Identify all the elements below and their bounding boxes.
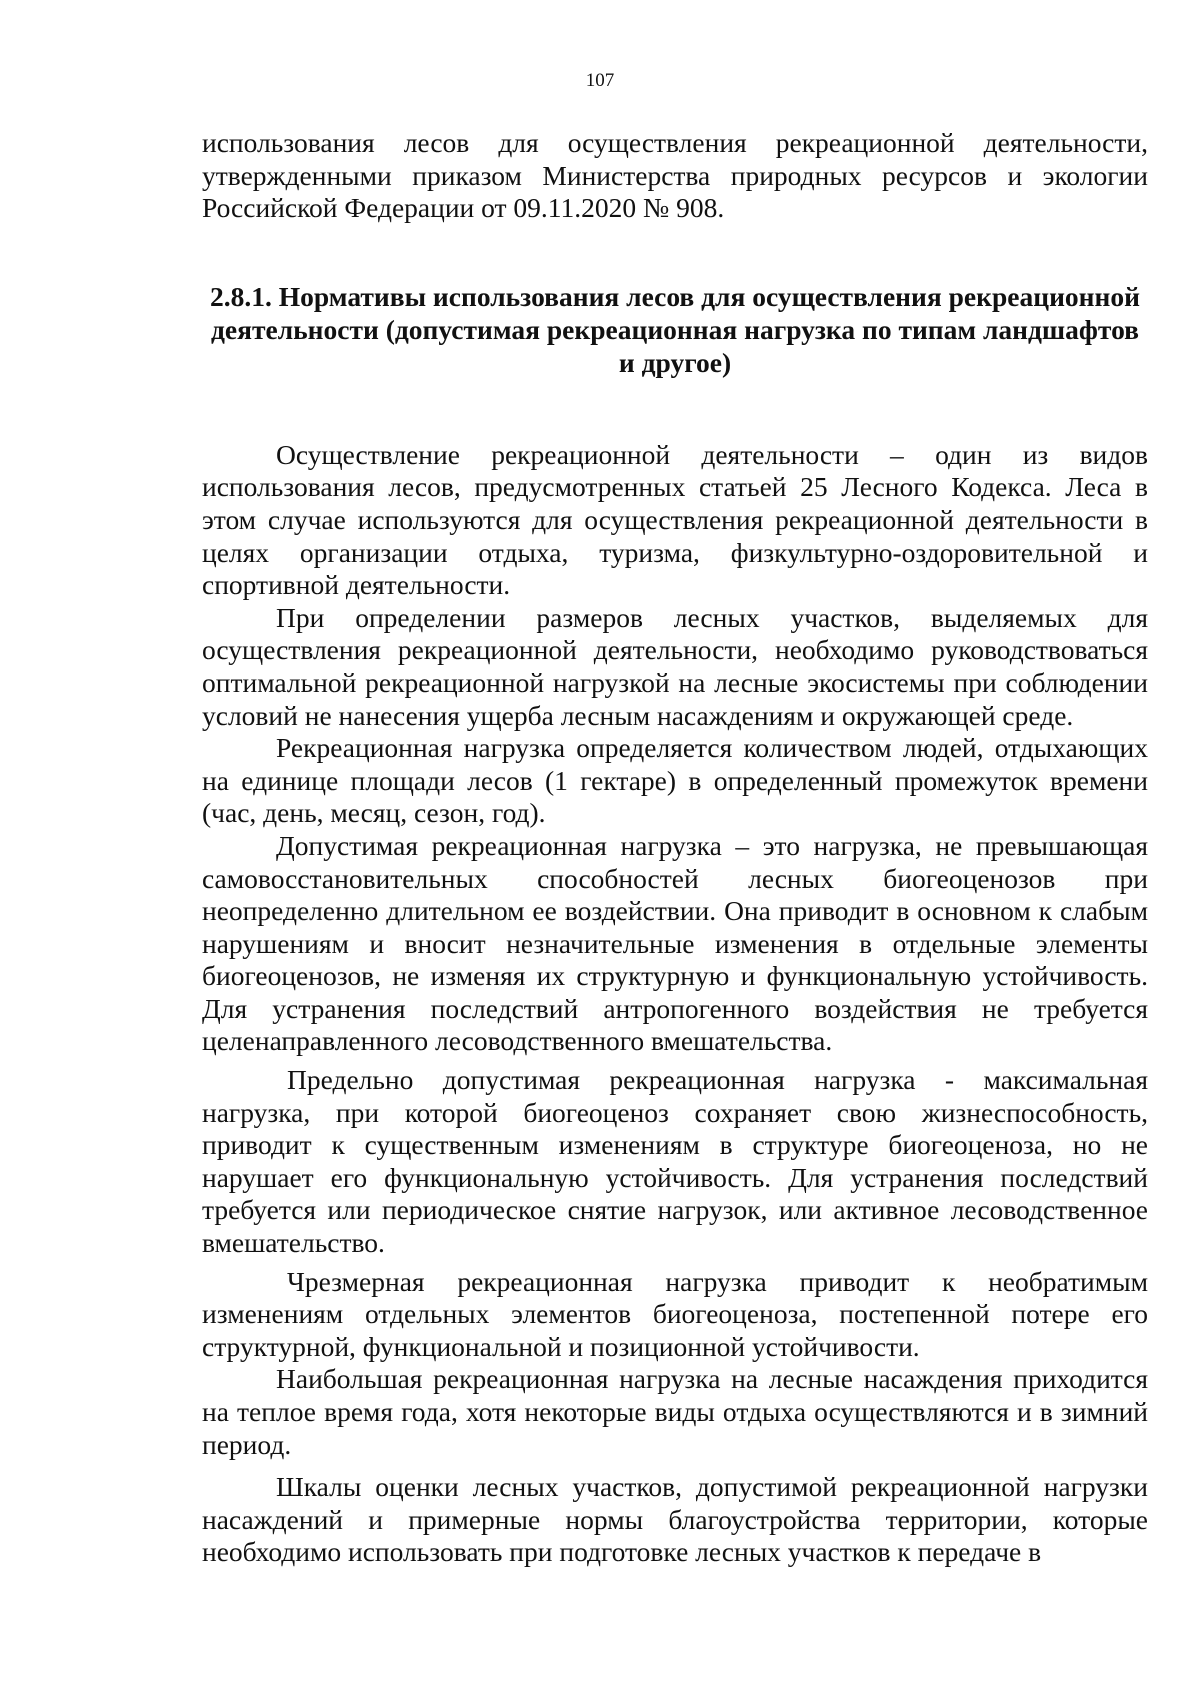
- paragraph-plot-size: При определении размеров лесных участков, выделяемых для осуществления рекреационной деятельности, необходимо руководствоваться оптимальной рекреационной нагрузкой на лесные экосистемы при соблюдении условий не нанесения ущерба лесным насаждениям и окружающей среде.: [202, 601, 1148, 731]
- paragraph-assessment-scales: Шкалы оценки лесных участков, допустимой рекреационной нагрузки насаждений и примерные нормы благоустройства территории, которые необходимо использовать при подготовке лесных участков к передаче в: [202, 1471, 1148, 1568]
- paragraph-seasonal-load: Наибольшая рекреационная нагрузка на лесные насаждения приходится на теплое время года, хотя некоторые виды отдыха осуществляются и в зимний период.: [202, 1363, 1148, 1460]
- section-heading: 2.8.1. Нормативы использования лесов для осуществления рекреационной деятельности (допустимая рекреационная нагрузка по типам ландшафтов и другое): [210, 280, 1140, 378]
- paragraph-max-permissible-load: Предельно допустимая рекреационная нагрузка - максимальная нагрузка, при которой биогеоценоз сохраняет свою жизнеспособность, приводит к существенным изменениям в структуре биогеоценоза, но не нарушает его функциональную устойчивость. Для устранения последствий требуется или периодическое снятие нагрузок, или активное лесоводственное вмешательство.: [202, 1064, 1148, 1259]
- paragraph-recreational-load: Рекреационная нагрузка определяется количеством людей, отдыхающих на единице площади лесов (1 гектаре) в определенный промежуток времени (час, день, месяц, сезон, год).: [202, 732, 1148, 829]
- paragraph-recreation-definition: Осуществление рекреационной деятельности – один из видов использования лесов, предусмотренных статьей 25 Лесного Кодекса. Леса в этом случае используются для осуществления рекреационной деятельности в целях организации отдыха, туризма, физкультурно-оздоровительной и спортивной деятельности.: [202, 438, 1148, 601]
- paragraph-excessive-load: Чрезмерная рекреационная нагрузка приводит к необратимым изменениям отдельных элементов биогеоценоза, постепенной потере его структурной, функциональной и позиционной устойчивости.: [202, 1265, 1148, 1362]
- page-number: 107: [585, 70, 615, 91]
- intro-paragraph: использования лесов для осуществления рекреационной деятельности, утвержденными приказом Министерства природных ресурсов и экологии Российской Федерации от 09.11.2020 № 908.: [202, 127, 1148, 224]
- paragraph-permissible-load: Допустимая рекреационная нагрузка – это нагрузка, не превышающая самовосстановительных способностей лесных биогеоценозов при неопределенно длительном ее воздействии. Она приводит в основном к слабым нарушениям и вносит незначительные изменения в отдельные элементы биогеоценозов, не изменяя их структурную и функциональную устойчивость. Для устранения последствий антропогенного воздействия не требуется целенаправленного лесоводственного вмешательства.: [202, 829, 1148, 1057]
- document-body: [202, 127, 1148, 1569]
